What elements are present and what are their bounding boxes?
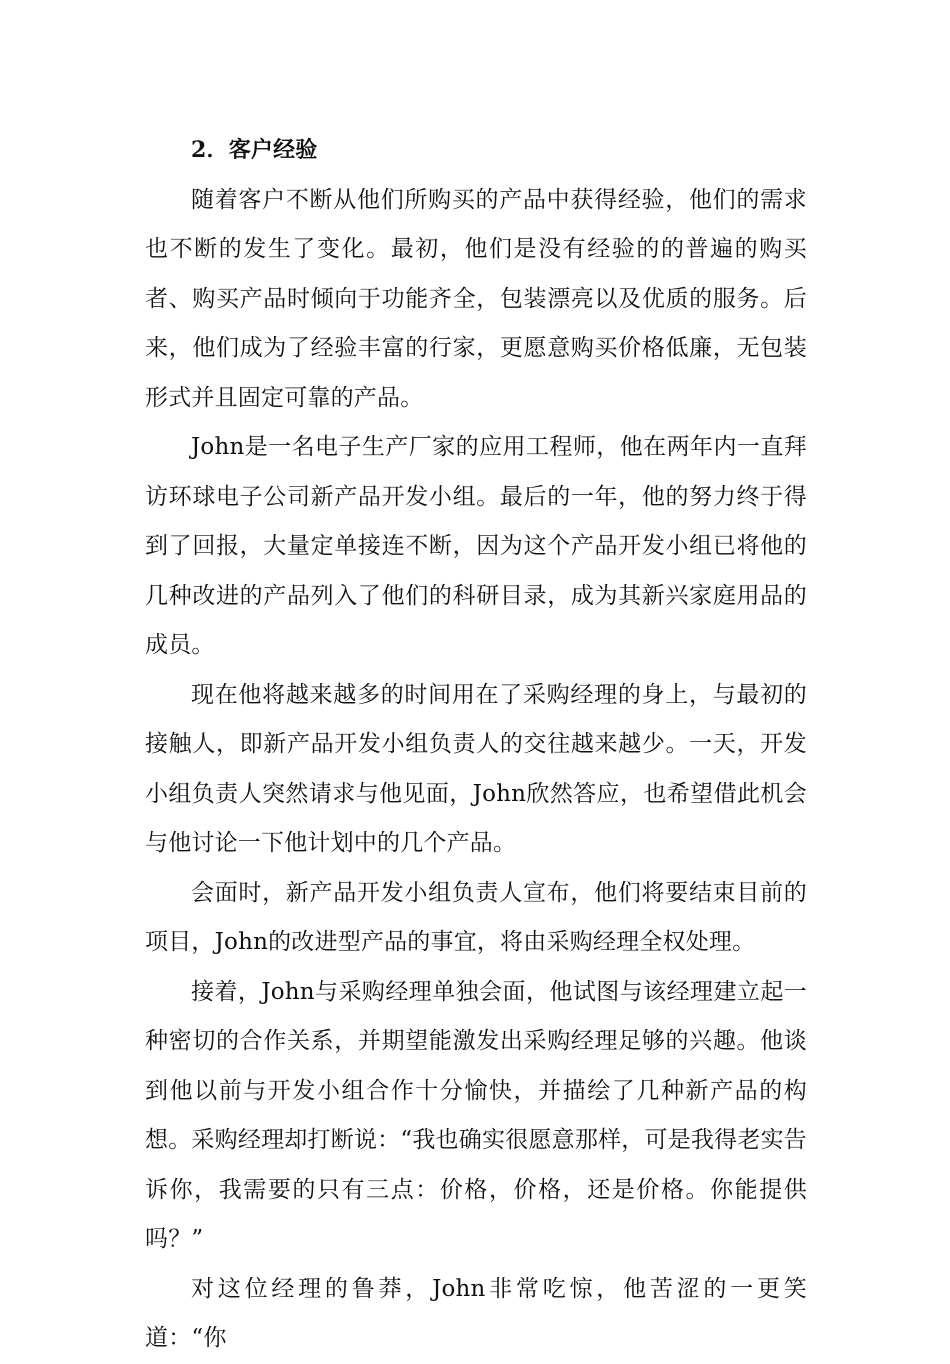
section-heading: 2．客户经验 — [191, 137, 318, 163]
paragraph-1: 随着客户不断从他们所购买的产品中获得经验，他们的需求也不断的发生了变化。最初，他们是没有经验的的普遍的购买者、购买产品时倾向于功能齐全，包装漂亮以及优质的服务。后来，他们成为了经验丰富的行家，更愿意购买价格低廉，无包装形式并且固定可靠的产品。 — [145, 186, 807, 411]
paragraph-3: 现在他将越来越多的时间用在了采购经理的身上，与最初的接触人，即新产品开发小组负责人的交往越来越少。一天，开发小组负责人突然请求与他见面，John欣然答应，也希望借此机会与他讨论一下他计划中的几个产品。 — [145, 681, 807, 856]
document-body — [145, 126, 807, 1364]
paragraph-4: 会面时，新产品开发小组负责人宣布，他们将要结束目前的项目，John的改进型产品的事宜，将由采购经理全权处理。 — [145, 879, 807, 955]
paragraph-6: 对这位经理的鲁莽，John非常吃惊，他苦涩的一更笑道：“你 — [145, 1275, 807, 1351]
paragraph-2: John是一名电子生产厂家的应用工程师，他在两年内一直拜访环球电子公司新产品开发小组。最后的一年，他的努力终于得到了回报，大量定单接连不断，因为这个产品开发小组已将他的几种改进的产品列入了他们的科研目录，成为其新兴家庭用品的成员。 — [145, 434, 807, 658]
paragraph-5: 接着，John与采购经理单独会面，他试图与该经理建立起一种密切的合作关系，并期望能激发出采购经理足够的兴趣。他谈到他以前与开发小组合作十分愉快，并描绘了几种新产品的构想。采购经理却打断说：“我也确实很愿意那样，可是我得老实告诉你，我需要的只有三点：价格，价格，还是价格。你能提供吗？” — [145, 978, 807, 1252]
